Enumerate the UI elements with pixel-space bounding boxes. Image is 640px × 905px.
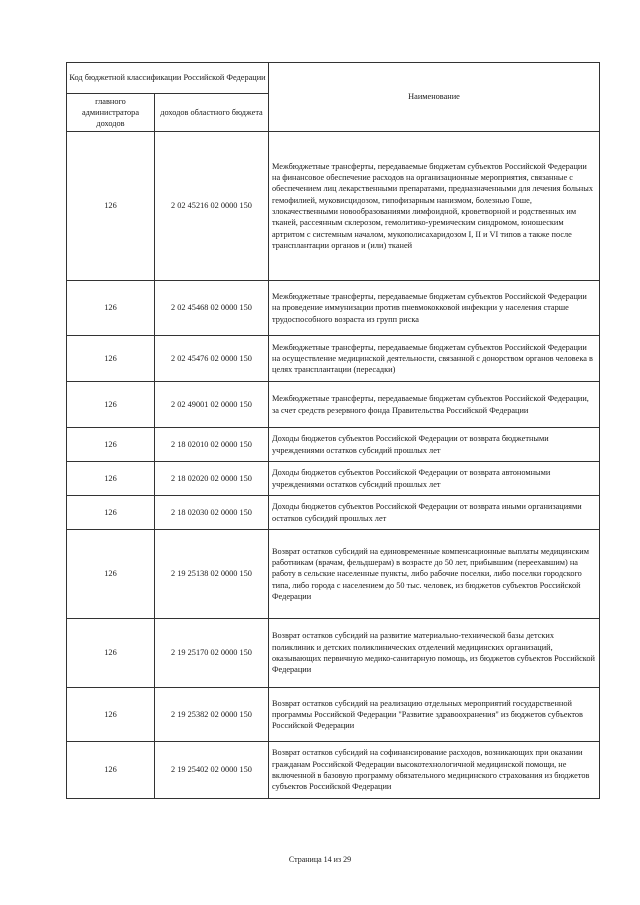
header-income: доходов областного бюджета [155, 94, 269, 132]
admin-code: 126 [67, 688, 155, 742]
header-admin: главного администратора доходов [67, 94, 155, 132]
admin-code: 126 [67, 382, 155, 428]
income-name: Доходы бюджетов субъектов Российской Федерации от возврата автономными учреждениями остатков субсидий прошлых лет [269, 462, 600, 496]
income-name: Возврат остатков субсидий на развитие материально-технической базы детских поликлиник и детских поликлинических отделений медицинских организаций, оказывающих первичную медико-санитарную помощь, из бюджетов субъектов Российской Федерации [269, 619, 600, 688]
table-row [67, 619, 600, 688]
page-number: Страница 14 из 29 [288, 855, 352, 864]
income-code: 2 02 45476 02 0000 150 [155, 336, 269, 382]
table-row [67, 428, 600, 462]
admin-code: 126 [67, 281, 155, 336]
admin-code: 126 [67, 496, 155, 530]
admin-code: 126 [67, 428, 155, 462]
income-code: 2 19 25382 02 0000 150 [155, 688, 269, 742]
table-row [67, 688, 600, 742]
income-name: Межбюджетные трансферты, передаваемые бюджетам субъектов Российской Федерации на проведение иммунизации против пневмококковой инфекции у населения старше трудоспособного возраста из групп риска [269, 281, 600, 336]
income-code: 2 18 02020 02 0000 150 [155, 462, 269, 496]
header-name: Наименование [269, 63, 600, 132]
table-row [67, 530, 600, 619]
income-name: Межбюджетные трансферты, передаваемые бюджетам субъектов Российской Федерации на финансовое обеспечение расходов на организационные мероприятия, связанные с обеспечением лиц лекарственными препаратами, предназначенными для лечения больных гемофилией, муковисцидозом, гипофизарным нанизмом, болезнью Гоше, злокачественными новообразованиями лимфоидной, кроветворной и родственных им тканей, рассеянным склерозом, гемолитико-уремическим синдромом, юношеским артритом с системным началом, мукополисахаридозом I, II и VI типов а также после трансплантации органов и (или) тканей [269, 132, 600, 281]
admin-code: 126 [67, 530, 155, 619]
admin-code: 126 [67, 462, 155, 496]
income-name: Межбюджетные трансферты, передаваемые бюджетам субъектов Российской Федерации на осуществление медицинской деятельности, связанной с донорством органов человека в целях трансплантации (пересадки) [269, 336, 600, 382]
income-code: 2 19 25138 02 0000 150 [155, 530, 269, 619]
income-code: 2 18 02030 02 0000 150 [155, 496, 269, 530]
income-code: 2 19 25402 02 0000 150 [155, 742, 269, 799]
income-code: 2 19 25170 02 0000 150 [155, 619, 269, 688]
income-name: Межбюджетные трансферты, передаваемые бюджетам субъектов Российской Федерации, за счет средств резервного фонда Правительства Российской Федерации [269, 382, 600, 428]
income-name: Доходы бюджетов субъектов Российской Федерации от возврата бюджетными учреждениями остатков субсидий прошлых лет [269, 428, 600, 462]
income-code: 2 02 49001 02 0000 150 [155, 382, 269, 428]
table-row [67, 132, 600, 281]
table-row [67, 336, 600, 382]
income-name: Возврат остатков субсидий на софинансирование расходов, возникающих при оказании гражданам Российской Федерации высокотехнологичной медицинской помощи, не включенной в базовую программу обязательного медицинского страхования из бюджетов субъектов Российской Федерации [269, 742, 600, 799]
budget-classification-table [66, 62, 600, 799]
income-name: Доходы бюджетов субъектов Российской Федерации от возврата иными организациями остатков субсидий прошлых лет [269, 496, 600, 530]
income-code: 2 02 45468 02 0000 150 [155, 281, 269, 336]
admin-code: 126 [67, 336, 155, 382]
table-row [67, 742, 600, 799]
table-row [67, 496, 600, 530]
income-name: Возврат остатков субсидий на единовременные компенсационные выплаты медицинским работникам (врачам, фельдшерам) в возрасте до 50 лет, прибывшим (переехавшим) на работу в сельские населенные пункты, либо рабочие поселки, либо поселки городского типа, либо города с населением до 50 тыс. человек, из бюджетов субъектов Российской Федерации [269, 530, 600, 619]
admin-code: 126 [67, 619, 155, 688]
admin-code: 126 [67, 132, 155, 281]
income-code: 2 02 45216 02 0000 150 [155, 132, 269, 281]
header-code-group: Код бюджетной классификации Российской Федерации [67, 63, 269, 94]
table-row [67, 281, 600, 336]
income-name: Возврат остатков субсидий на реализацию отдельных мероприятий государственной программы Российской Федерации "Развитие здравоохранения" из бюджетов субъектов Российской Федерации [269, 688, 600, 742]
admin-code: 126 [67, 742, 155, 799]
income-code: 2 18 02010 02 0000 150 [155, 428, 269, 462]
table-row [67, 382, 600, 428]
table-row [67, 462, 600, 496]
